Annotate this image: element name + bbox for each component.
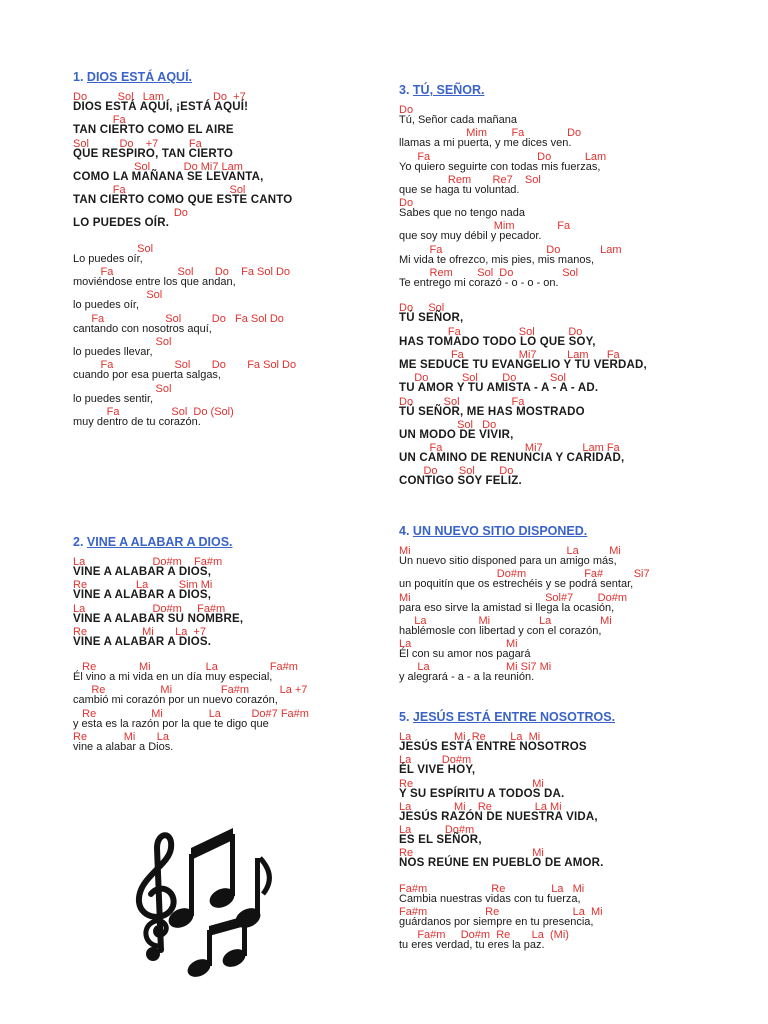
lyric-line: JESÚS RAZÓN DE NUESTRA VIDA, [399, 810, 598, 823]
chord-lyric-pair [399, 442, 699, 465]
song-tu-senor [399, 82, 699, 489]
stanza-spacer [399, 871, 699, 883]
lyric-line: NOS REÚNE EN PUEBLO DE AMOR. [399, 857, 604, 870]
chord-line: Fa Mi7 Lam Fa [399, 348, 620, 361]
stanza-spacer [73, 649, 373, 661]
song-un-nuevo-sitio [399, 523, 699, 685]
song-title [73, 534, 373, 550]
lyric-line: JESÚS ESTÁ ENTRE NOSOTROS [399, 741, 587, 753]
lyric-line: llamas a mi puerta, y me dices ven. [399, 137, 572, 150]
chord-lyric-pair [73, 731, 373, 754]
verse-block [399, 104, 699, 290]
chord-lyric-pair [399, 104, 699, 127]
chord-lyric-pair [399, 778, 699, 801]
chord-line: Do Sol Fa [399, 395, 525, 408]
chord-lyric-pair [399, 151, 699, 174]
chord-line: Sol [73, 335, 172, 348]
song-title-link[interactable]: JESÚS ESTÁ ENTRE NOSOTROS. [412, 710, 616, 724]
chord-lyric-pair [73, 207, 373, 230]
chord-lyric-pair [399, 244, 699, 267]
lyric-line: ME SEDUCE TU EVANGELIO Y TU VERDAD, [399, 358, 647, 371]
chord-line: Mim Fa [399, 220, 571, 233]
chord-line: Sol [73, 289, 163, 302]
chord-lyric-pair [399, 545, 699, 568]
stanza-spacer [399, 290, 699, 302]
chord-lyric-pair [399, 174, 699, 197]
chord-lyric-pair [73, 603, 373, 626]
chord-lyric-pair [73, 359, 373, 382]
chord-lyric-pair [73, 708, 373, 731]
chord-lyric-pair [73, 313, 373, 336]
chord-lyric-pair [73, 138, 373, 161]
chord-lyric-pair [73, 184, 373, 207]
chord-lyric-pair [73, 383, 373, 406]
lyric-line: Él con su amor nos pagará [399, 648, 531, 661]
chord-line: Fa Do Lam [399, 243, 622, 256]
chord-lyric-pair [399, 615, 699, 638]
song-number: 3. [399, 83, 410, 97]
lyric-line: cantando con nosotros aquí, [73, 322, 212, 335]
chorus-block [399, 731, 699, 871]
lyric-line: lo puedes llevar, [73, 345, 153, 358]
chord-lyric-pair [399, 372, 699, 395]
lyric-line: VINE A ALABAR SU NOMBRE, [73, 612, 244, 625]
lyric-line: hablémosle con libertad y con el corazón, [399, 624, 602, 637]
chorus-block [399, 302, 699, 488]
chord-line: La Do#m [399, 824, 475, 837]
lyric-line: un poquitín que os estrechéis y se podrá sentar, [399, 578, 634, 591]
chord-lyric-pair [73, 161, 373, 184]
lyric-line: VINE A ALABAR A DIOS, [73, 589, 212, 602]
song-number: 1. [73, 70, 84, 84]
stanza-spacer [73, 231, 373, 243]
chord-line: Re Mi La +7 [73, 625, 206, 638]
chord-lyric-pair [399, 127, 699, 150]
chord-lyric-pair [399, 197, 699, 220]
chord-line: Re Mi La [73, 731, 169, 744]
lyric-line: Un nuevo sitio disponed para un amigo más, [399, 555, 617, 567]
lyric-line: Sabes que no tengo nada [399, 207, 526, 220]
chord-lyric-pair [399, 396, 699, 419]
chord-lyric-pair [73, 579, 373, 602]
lyric-line: Mi vida te ofrezco, mis pies, mis manos, [399, 253, 595, 266]
lyric-line: vine a alabar a Dios. [73, 741, 174, 754]
chord-lyric-pair [73, 406, 373, 429]
lyric-line: Tú, Señor cada mañana [399, 114, 518, 126]
lyric-line: Yo quiero seguirte con todas mis fuerzas, [399, 160, 601, 173]
song-vine-a-alabar [73, 534, 373, 754]
chord-line: La Mi Re La Mi [399, 800, 562, 813]
lyric-line: para eso sirve la amistad si llega la ocasión, [399, 601, 615, 614]
chorus-block [73, 556, 373, 649]
chord-line: Re Mi [399, 847, 544, 860]
lyric-line: COMO LA MAÑANA SE LEVANTA, [73, 170, 264, 183]
chord-line: Fa Sol Do Fa Sol Do [73, 312, 284, 325]
lyric-line: y alegrará - a - a la reunión. [399, 671, 535, 684]
lyric-line: CONTIGO SOY FELIZ. [399, 475, 522, 488]
lyric-line: Él vino a mi vida en un día muy especial, [73, 671, 273, 684]
chord-lyric-pair [399, 326, 699, 349]
chord-line: Re La Sim Mi [73, 579, 213, 592]
lyric-line: Lo puedes oír, [73, 252, 143, 265]
lyric-line: Te entrego mi corazó - o - o - on. [399, 277, 559, 290]
chord-line: Fa#m Do#m Re La (Mi) [399, 929, 569, 942]
chord-lyric-pair [399, 754, 699, 777]
chord-lyric-pair [399, 592, 699, 615]
chord-lyric-pair [399, 906, 699, 929]
chord-line: Do Sol Do [399, 465, 514, 478]
lyric-line: TU AMOR Y TU AMISTA - A - A - AD. [399, 382, 599, 395]
chord-line: Mim Fa Do [399, 127, 582, 140]
chord-lyric-pair [399, 731, 699, 754]
chord-line: Do [73, 207, 188, 220]
chord-lyric-pair [73, 684, 373, 707]
lyric-line: y esta es la razón por la que te digo que [73, 717, 269, 730]
verse-block [73, 661, 373, 754]
lyric-line: cuando por esa puerta salgas, [73, 369, 221, 382]
chord-line: La Mi Si7 Mi [399, 661, 552, 674]
song-number: 2. [73, 535, 84, 549]
chord-line: Fa Sol Do (Sol) [73, 405, 234, 418]
chord-lyric-pair [399, 568, 699, 591]
chord-line: Rem Sol Do Sol [399, 267, 579, 280]
chord-line: Rem Re7 Sol [399, 173, 541, 186]
chord-line: La Mi Re La Mi [399, 731, 541, 743]
lyric-line: Cambia nuestras vidas con tu fuerza, [399, 892, 581, 905]
verse-block [73, 243, 373, 429]
song-title-link[interactable]: TÚ, SEÑOR. [412, 83, 485, 97]
chord-line: Re Mi La Fa#m [73, 661, 298, 674]
chord-line: La Mi La Mi [399, 614, 612, 627]
chord-lyric-pair [399, 883, 699, 906]
chord-line: Fa Sol [73, 184, 246, 197]
chord-lyric-pair [399, 267, 699, 290]
chord-lyric-pair [73, 289, 373, 312]
chord-line: Sol Do Mi7 Lam [73, 160, 243, 173]
chord-line: La Do#m Fa#m [73, 602, 226, 615]
song-title [399, 82, 699, 98]
chord-lyric-pair [399, 419, 699, 442]
chord-lyric-pair [73, 556, 373, 579]
chord-lyric-pair [399, 929, 699, 952]
lyric-line: HAS TOMADO TODO LO QUE SOY, [399, 335, 596, 348]
song-title [399, 523, 699, 539]
chord-lyric-pair [399, 801, 699, 824]
chord-lyric-pair [73, 114, 373, 137]
chord-lyric-pair [399, 220, 699, 243]
lyric-line: que soy muy débil y pecador. [399, 230, 542, 243]
lyric-line: QUE RESPIRO, TAN CIERTO [73, 147, 234, 160]
lyric-line: UN MODO DE VIVIR, [399, 428, 514, 441]
song-jesus-esta-entre-nosotros [399, 709, 699, 953]
lyric-line: LO PUEDES OÍR. [73, 217, 170, 230]
song-dios-esta-aqui [73, 69, 373, 429]
music-notes-icon [127, 818, 275, 978]
lyric-line: cambió mi corazón por un nuevo corazón, [73, 694, 278, 707]
chord-line: Mi Sol#7 Do#m [399, 591, 628, 604]
lyric-line: lo puedes oír, [73, 299, 140, 312]
song-title [73, 69, 373, 85]
chord-line: Sol Do +7 Fa [73, 137, 202, 150]
chord-lyric-pair [399, 824, 699, 847]
chord-lyric-pair [399, 661, 699, 684]
chord-line: La Do#m Fa#m [73, 556, 223, 568]
chord-line: Re Mi La Do#7 Fa#m [73, 707, 309, 720]
song-title-link[interactable]: DIOS ESTÁ AQUÍ. [86, 70, 193, 84]
chord-lyric-pair [399, 638, 699, 661]
chord-line: Fa Sol Do [399, 325, 583, 338]
chord-lyric-pair [73, 91, 373, 114]
chord-lyric-pair [73, 626, 373, 649]
chord-lyric-pair [399, 349, 699, 372]
verse-block [399, 545, 699, 685]
chord-lyric-pair [399, 465, 699, 488]
chord-lyric-pair [399, 847, 699, 870]
lyric-line: ES EL SEÑOR, [399, 834, 482, 847]
lyric-line: TÚ SEÑOR, [399, 312, 464, 325]
chord-line: Mi La Mi [399, 545, 621, 557]
chord-line: Fa#m Re La Mi [399, 882, 585, 895]
song-number: 5. [399, 710, 410, 724]
chord-lyric-pair [73, 266, 373, 289]
chord-line: Re Mi Fa#m La +7 [73, 684, 308, 697]
chord-line: Fa Sol Do Fa Sol Do [73, 266, 291, 279]
chord-line: Do Sol [399, 302, 445, 315]
chord-line: Fa [73, 114, 126, 127]
lyric-line: TÚ SEÑOR, ME HAS MOSTRADO [399, 405, 585, 418]
lyric-line: DIOS ESTÁ AQUÍ, ¡ESTÁ AQUÍ! [73, 101, 249, 113]
song-title-link[interactable]: VINE A ALABAR A DIOS. [86, 535, 233, 549]
lyric-line: muy dentro de tu corazón. [73, 415, 201, 428]
lyric-line: ÉL VIVE HOY, [399, 764, 476, 777]
chord-line: Fa Sol Do Fa Sol Do [73, 359, 297, 372]
chord-line: Do Sol Do Sol [399, 372, 566, 385]
lyric-line: VINE A ALABAR A DIOS. [73, 635, 212, 648]
lyric-line: Y SU ESPÍRITU A TODOS DA. [399, 787, 565, 800]
chord-line: Do [399, 197, 414, 210]
chord-line: La Do#m [399, 754, 472, 767]
song-title [399, 709, 699, 725]
chord-line: Do [399, 104, 414, 116]
chord-line: Fa Mi7 Lam Fa [399, 442, 620, 455]
chord-line: Do#m Fa# Si7 [399, 568, 650, 581]
lyric-line: tu eres verdad, tu eres la paz. [399, 939, 545, 952]
chord-lyric-pair [399, 302, 699, 325]
chord-line: Sol [73, 382, 172, 395]
chord-lyric-pair [73, 243, 373, 266]
chord-line: Do Sol Lam Do +7 [73, 91, 246, 103]
chord-line: Sol Do [399, 418, 497, 431]
chord-lyric-pair [73, 336, 373, 359]
chord-line: Fa#m Re La Mi [399, 906, 603, 919]
song-number: 4. [399, 524, 410, 538]
chord-line: Sol [73, 242, 154, 255]
lyric-line: VINE A ALABAR A DIOS, [73, 566, 212, 578]
lyric-line: UN CAMINO DE RENUNCIA Y CARIDAD, [399, 452, 625, 465]
chord-line: Fa Do Lam [399, 150, 607, 163]
chord-line: La Mi [399, 638, 518, 651]
lyric-line: lo puedes sentir, [73, 392, 154, 405]
chord-lyric-pair [73, 661, 373, 684]
lyric-line: TAN CIERTO COMO QUE ESTE CANTO [73, 194, 293, 207]
lyric-line: guárdanos por siempre en tu presencia, [399, 916, 594, 929]
chorus-block [73, 91, 373, 231]
chord-line: Re Mi [399, 777, 544, 790]
lyric-line: TAN CIERTO COMO EL AIRE [73, 124, 234, 137]
song-title-link[interactable]: UN NUEVO SITIO DISPONED. [412, 524, 588, 538]
lyric-line: moviéndose entre los que andan, [73, 276, 236, 289]
verse-block [399, 883, 699, 953]
lyric-line: que se haga tu voluntad. [399, 183, 520, 196]
